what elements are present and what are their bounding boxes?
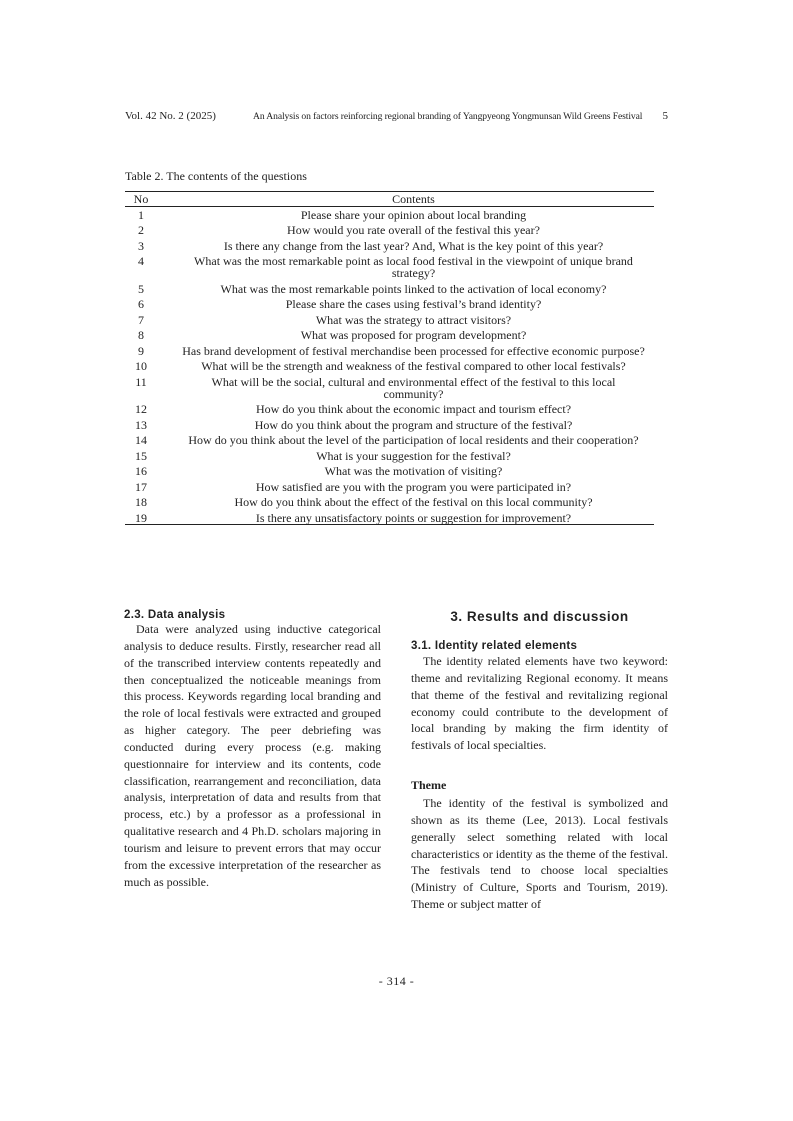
table-body: [125, 207, 654, 525]
row-question: What is your suggestion for the festival?: [316, 448, 511, 463]
row-number: 4: [138, 254, 144, 268]
table-row: [125, 479, 654, 495]
row-question: What was the most remarkable point as local food festival in the viewpoint of unique brand strategy?: [194, 254, 633, 280]
table-caption: Table 2. The contents of the questions: [125, 169, 307, 183]
row-question: How do you think about the effect of the festival on this local community?: [234, 495, 593, 509]
table-row: [125, 312, 654, 328]
row-question: What will be the strength and weakness of the festival compared to other local festivals?: [201, 359, 626, 373]
table-row: [125, 402, 654, 418]
column-header-no: No: [133, 192, 149, 206]
table-row: [125, 223, 654, 239]
row-question: Please share the cases using festival’s brand identity?: [285, 297, 542, 311]
data-analysis-paragraph: Data were analyzed using inductive categorical analysis to deduce results. Firstly, researcher read all of the transcribed interview contents repeatedly and then conceptualized the noticeable meanings from this process. Keywords regarding local branding and the role of local festivals were extracted and grouped as higher category. The peer debriefing was conducted during every process (e.g. making questionnaire for interview and its contents, code classification, rearrangement and reconciliation, data analysis, interpretation of data and results from that process, etc.) by a professor as a professional in qualitative research and 4 Ph.D. scholars majoring in tourism and leisure to prevent errors that may occur from the excessive interpretation of the researcher as much as possible.: [124, 622, 381, 889]
table-row: [125, 297, 654, 313]
row-question: Please share your opinion about local branding: [300, 207, 527, 222]
row-question: What was the strategy to attract visitors?: [315, 312, 512, 327]
running-title: An Analysis on factors reinforcing regional branding of Yangpyeong Yongmunsan Wild Greens Festival: [253, 111, 643, 122]
table-row: [125, 433, 654, 449]
table-row: [125, 343, 654, 359]
table-row: [125, 328, 654, 344]
row-number: 14: [135, 433, 147, 447]
row-question: What was the most remarkable points linked to the activation of local economy?: [220, 281, 607, 296]
row-number: 1: [138, 207, 144, 222]
theme-paragraph: The identity of the festival is symbolized and shown as its theme (Lee, 2013). Local festivals generally select something related with local characteristics or identity as the theme of the festival. The festivals tend to choose local specialties (Ministry of Culture, Sports and Tourism, 2019). Theme or subject matter of: [411, 796, 668, 912]
row-number: 6: [138, 297, 144, 311]
questions-table: [125, 191, 654, 525]
journal-volume: Vol. 42 No. 2 (2025): [125, 110, 216, 122]
row-number: 2: [138, 223, 144, 237]
section-heading-data-analysis: 2.3. Data analysis: [124, 609, 226, 621]
row-question: How do you think about the program and structure of the festival?: [254, 417, 573, 432]
row-number: 15: [135, 448, 147, 463]
row-number: 9: [138, 343, 144, 358]
row-number: 7: [138, 312, 144, 327]
identity-paragraph: The identity related elements have two keyword: theme and revitalizing Regional economy. It means that theme of the festival and revitalizing regional economy could contribute to the development of local branding by making the firm identity of festivals of local specialties.: [411, 654, 668, 753]
page-number: - 314 -: [378, 974, 415, 988]
row-question: How satisfied are you with the program you were participated in?: [255, 479, 572, 494]
row-number: 11: [135, 374, 147, 389]
table-row: [125, 207, 654, 223]
table-row: [125, 448, 654, 464]
row-question: Is there any change from the last year? And, What is the key point of this year?: [223, 238, 604, 253]
table-row: [125, 254, 654, 282]
row-number: 13: [135, 417, 147, 432]
row-question: How would you rate overall of the festival this year?: [287, 223, 540, 237]
row-question: Is there any unsatisfactory points or suggestion for improvement?: [255, 510, 572, 525]
row-number: 17: [135, 479, 147, 494]
table-row: [125, 417, 654, 433]
row-number: 3: [138, 238, 144, 253]
theme-heading: Theme: [411, 778, 447, 793]
row-question: What will be the social, cultural and environmental effect of the festival to this local community?: [211, 374, 616, 401]
row-number: 18: [135, 495, 147, 509]
row-question: How do you think about the economic impact and tourism effect?: [255, 402, 572, 416]
row-number: 16: [135, 464, 147, 478]
table-row: [125, 495, 654, 511]
row-number: 10: [135, 359, 147, 373]
row-question: How do you think about the level of the participation of local residents and their cooperation?: [188, 433, 639, 447]
subsection-heading-identity: 3.1. Identity related elements: [411, 640, 578, 652]
table-row: [125, 464, 654, 480]
row-number: 12: [135, 402, 147, 416]
row-question: What was proposed for program development?: [300, 328, 527, 342]
results-section: [411, 609, 668, 913]
row-number: 19: [135, 510, 147, 525]
data-analysis-section: [124, 609, 381, 891]
row-number: 5: [138, 281, 144, 296]
column-header-contents: Contents: [392, 192, 435, 206]
table-row: [125, 374, 654, 402]
table-row: [125, 510, 654, 524]
row-number: 8: [138, 328, 144, 342]
table-header-row: [125, 192, 654, 207]
row-question: What was the motivation of visiting?: [324, 464, 503, 478]
table-row: [125, 238, 654, 254]
table-row: [125, 359, 654, 375]
row-question: Has brand development of festival merchandise been processed for effective economic purpose?: [182, 343, 645, 358]
running-header: [125, 110, 668, 126]
header-page-number: 5: [662, 110, 668, 122]
table-row: [125, 281, 654, 297]
section-heading-results: 3. Results and discussion: [450, 609, 629, 624]
